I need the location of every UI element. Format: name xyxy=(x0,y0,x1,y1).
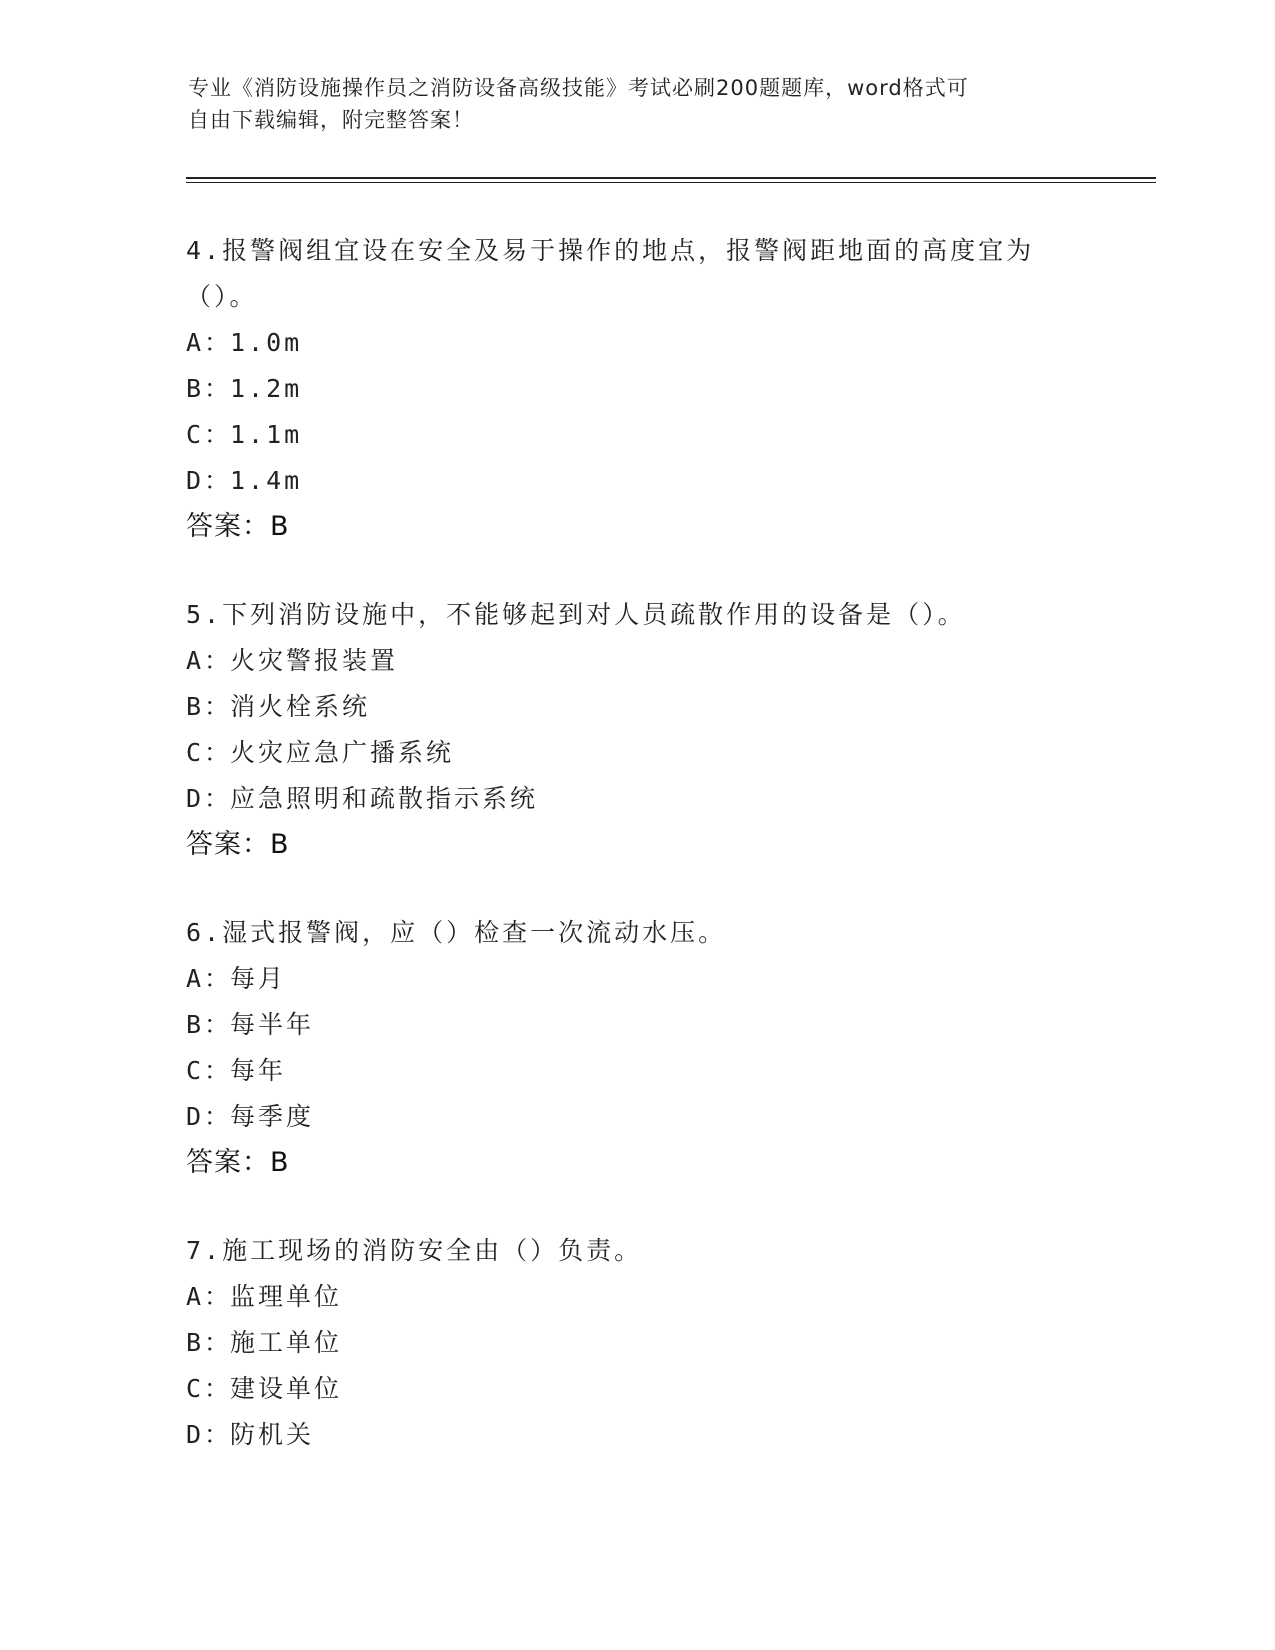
option-label: C： xyxy=(186,1056,233,1085)
option-text: 1.2m xyxy=(230,374,303,403)
option-b xyxy=(186,1002,1086,1048)
option-text: 施工单位 xyxy=(230,1328,343,1357)
question-6 xyxy=(186,910,1086,1186)
option-c xyxy=(186,412,1086,458)
option-c xyxy=(186,1366,1086,1412)
option-d xyxy=(186,776,1086,822)
option-label: B： xyxy=(186,1010,233,1039)
option-b xyxy=(186,684,1086,730)
option-label: B： xyxy=(186,374,233,403)
header-line-2: 自由下载编辑，附完整答案！ xyxy=(188,108,474,132)
option-b xyxy=(186,366,1086,412)
option-label: C： xyxy=(186,1374,233,1403)
question-stem: 6.湿式报警阀，应（）检查一次流动水压。 xyxy=(186,918,727,947)
header-divider-thick xyxy=(186,177,1156,179)
option-text: 每半年 xyxy=(230,1010,315,1039)
option-label: D： xyxy=(186,466,233,495)
option-label: A： xyxy=(186,646,233,675)
document-header xyxy=(188,72,1088,136)
option-text: 火灾警报装置 xyxy=(230,646,399,675)
option-a xyxy=(186,956,1086,1002)
question-4 xyxy=(186,228,1086,550)
option-text: 每年 xyxy=(230,1056,287,1085)
answer: 答案：B xyxy=(186,511,290,542)
option-a xyxy=(186,1274,1086,1320)
option-d xyxy=(186,458,1086,504)
option-label: C： xyxy=(186,420,233,449)
option-label: D： xyxy=(186,1102,233,1131)
option-c xyxy=(186,730,1086,776)
option-text: 1.4m xyxy=(230,466,303,495)
header-divider-thin xyxy=(186,182,1156,183)
option-text: 消火栓系统 xyxy=(230,692,371,721)
option-text: 1.0m xyxy=(230,328,303,357)
option-text: 建设单位 xyxy=(230,1374,343,1403)
option-text: 应急照明和疏散指示系统 xyxy=(230,784,539,813)
option-label: A： xyxy=(186,1282,233,1311)
option-label: A： xyxy=(186,964,233,993)
option-a xyxy=(186,320,1086,366)
question-7 xyxy=(186,1228,1086,1458)
option-text: 1.1m xyxy=(230,420,303,449)
question-stem: 5.下列消防设施中，不能够起到对人员疏散作用的设备是（）。 xyxy=(186,600,966,629)
answer: 答案：B xyxy=(186,1147,290,1178)
option-text: 每月 xyxy=(230,964,287,993)
header-line-1: 专业《消防设施操作员之消防设备高级技能》考试必刷200题题库，word格式可 xyxy=(188,76,969,100)
option-a xyxy=(186,638,1086,684)
option-c xyxy=(186,1048,1086,1094)
question-stem: 4.报警阀组宜设在安全及易于操作的地点，报警阀距地面的高度宜为 xyxy=(186,236,1035,265)
option-label: B： xyxy=(186,692,233,721)
option-text: 监理单位 xyxy=(230,1282,343,1311)
question-stem: 7.施工现场的消防安全由（）负责。 xyxy=(186,1236,643,1265)
option-b xyxy=(186,1320,1086,1366)
question-5 xyxy=(186,592,1086,868)
answer: 答案：B xyxy=(186,829,290,860)
option-text: 每季度 xyxy=(230,1102,315,1131)
option-text: 火灾应急广播系统 xyxy=(230,738,455,767)
option-d xyxy=(186,1094,1086,1140)
option-text: 防机关 xyxy=(230,1420,315,1449)
option-label: A： xyxy=(186,328,233,357)
question-stem-continued: （）。 xyxy=(186,282,258,311)
option-label: C： xyxy=(186,738,233,767)
option-label: D： xyxy=(186,1420,233,1449)
option-d xyxy=(186,1412,1086,1458)
option-label: B： xyxy=(186,1328,233,1357)
option-label: D： xyxy=(186,784,233,813)
